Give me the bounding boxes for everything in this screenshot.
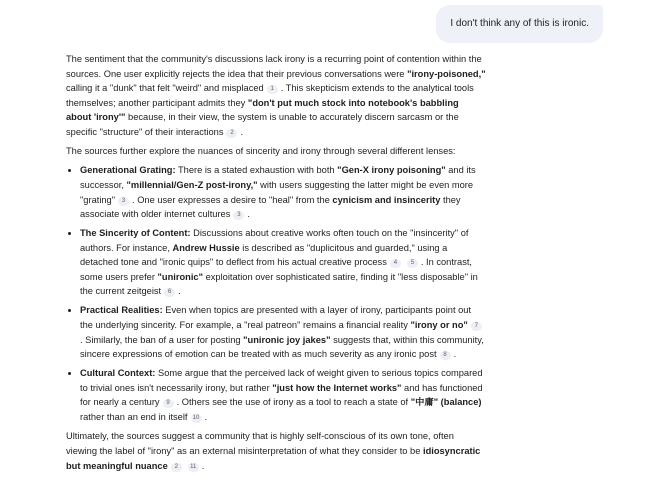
- bold-text: "Gen-X irony poisoning": [337, 165, 446, 176]
- list-item-sincerity-of-content: [80, 226, 486, 299]
- bold-text: cynicism and insincerity: [332, 194, 441, 205]
- list-item-generational-grating: [80, 163, 486, 221]
- text: .: [453, 349, 457, 360]
- text: Ultimately, the sources suggest a community that is highly self-conscious of its own tone, often viewing the label of "irony" as an external misinterpretation of what they consider to be: [66, 431, 454, 456]
- bold-text: idiosyncratic but meaningful nuance: [66, 446, 481, 471]
- response-paragraph-intro: [66, 52, 486, 140]
- text: .: [240, 126, 244, 137]
- list-item-practical-realities: [80, 303, 486, 361]
- citation-chip[interactable]: 2: [226, 129, 237, 138]
- text: .: [178, 286, 181, 297]
- text: they associate with older internet cultures: [80, 194, 461, 220]
- bold-text: The Sincerity of Content:: [80, 228, 191, 239]
- bold-text: "unironic joy jakes": [243, 334, 331, 345]
- text: Even when topics are presented with a layer of irony, participants point out the underlying sincerity. For example, a "real patreon" remains a financial reality: [80, 305, 472, 331]
- assistant-response: [66, 52, 486, 478]
- text: .: [204, 412, 208, 423]
- response-paragraph-conclusion: [66, 429, 486, 473]
- bold-text: Andrew Hussie: [172, 242, 240, 253]
- citation-chip[interactable]: 3: [233, 211, 244, 220]
- bold-text: "irony or no": [410, 320, 468, 331]
- citation-chip[interactable]: 3: [118, 197, 129, 206]
- bold-text: "don't put much stock into notebook's babbling about 'irony'": [66, 97, 459, 123]
- text: .: [201, 460, 205, 471]
- text: . Similarly, the ban of a user for posting: [80, 334, 244, 345]
- citation-chip[interactable]: 1: [267, 85, 278, 94]
- text: because, in their view, the system is unable to accurately discern sarcasm or the specific "structure" of their interactions: [66, 112, 459, 137]
- bold-text: Generational Grating:: [80, 165, 176, 176]
- citation-chip[interactable]: 4: [390, 259, 401, 268]
- citation-chip[interactable]: 2: [171, 463, 182, 472]
- bold-text: "中庸" (balance): [410, 397, 482, 408]
- text: . One user expresses a desire to "heal" from the: [132, 194, 333, 205]
- lenses-list: [66, 163, 486, 424]
- text: There is a stated exhaustion with both: [175, 165, 338, 176]
- bold-text: "millennial/Gen-Z post-irony,": [126, 179, 258, 190]
- text: .: [247, 209, 250, 220]
- text: calling it a "dunk" that felt "weird" and misplaced: [66, 83, 264, 94]
- text: and its successor,: [80, 165, 476, 190]
- bold-text: Practical Realities:: [80, 305, 163, 316]
- user-message-text: I don't think any of this is ironic.: [450, 18, 589, 29]
- citation-chip[interactable]: 6: [164, 288, 175, 297]
- citation-chip[interactable]: 10: [191, 414, 202, 423]
- text: is described as "duplicitous and guarded," using a detached tone and "ironic quips" to deflect from his actual creative process: [80, 242, 448, 268]
- citation-chip[interactable]: 5: [407, 259, 418, 268]
- text: exploitation over sophisticated satire, finding it "less disposable" in the current zeitgeist: [80, 271, 478, 297]
- citation-chip[interactable]: 9: [163, 399, 174, 408]
- text: The sentiment that the community's discussions lack irony is a recurring point of contention within the sources. One user explicitly rejects the idea that their previous conversations were: [66, 54, 482, 79]
- text: with users suggesting the latter might be even more "grating": [80, 179, 474, 205]
- response-paragraph-lenses: The sources further explore the nuances of sincerity and irony through several different lenses:: [66, 146, 456, 157]
- citation-chip[interactable]: 11: [188, 463, 199, 472]
- citation-chip[interactable]: 8: [440, 351, 451, 360]
- user-message-bubble: [436, 5, 603, 43]
- text: Some argue that the perceived lack of weight given to serious topics compared to trivial ones isn't necessarily irony, but rather: [80, 368, 483, 393]
- text: rather than an end in itself: [80, 412, 188, 423]
- bold-text: "just how the Internet works": [272, 382, 402, 393]
- text: . This skepticism extends to the analytical tools themselves; another participant admits they: [66, 83, 474, 108]
- citation-chip[interactable]: 7: [471, 322, 482, 331]
- text: Discussions about creative works often touch on the "insincerity" of authors. For instance,: [80, 228, 469, 253]
- text: suggests that, within this community, sincere expressions of emotion can be treated with as much severity as any ironic post: [80, 334, 484, 360]
- list-item-cultural-context: [80, 366, 486, 424]
- text: . Others see the use of irony as a tool to reach a state of: [176, 397, 411, 408]
- bold-text: "irony-poisoned,": [407, 68, 486, 79]
- bold-text: "unironic": [157, 271, 204, 282]
- bold-text: Cultural Context:: [80, 368, 156, 379]
- text: and has functioned for nearly a century: [80, 382, 483, 408]
- text: . In contrast, some users prefer: [80, 257, 473, 282]
